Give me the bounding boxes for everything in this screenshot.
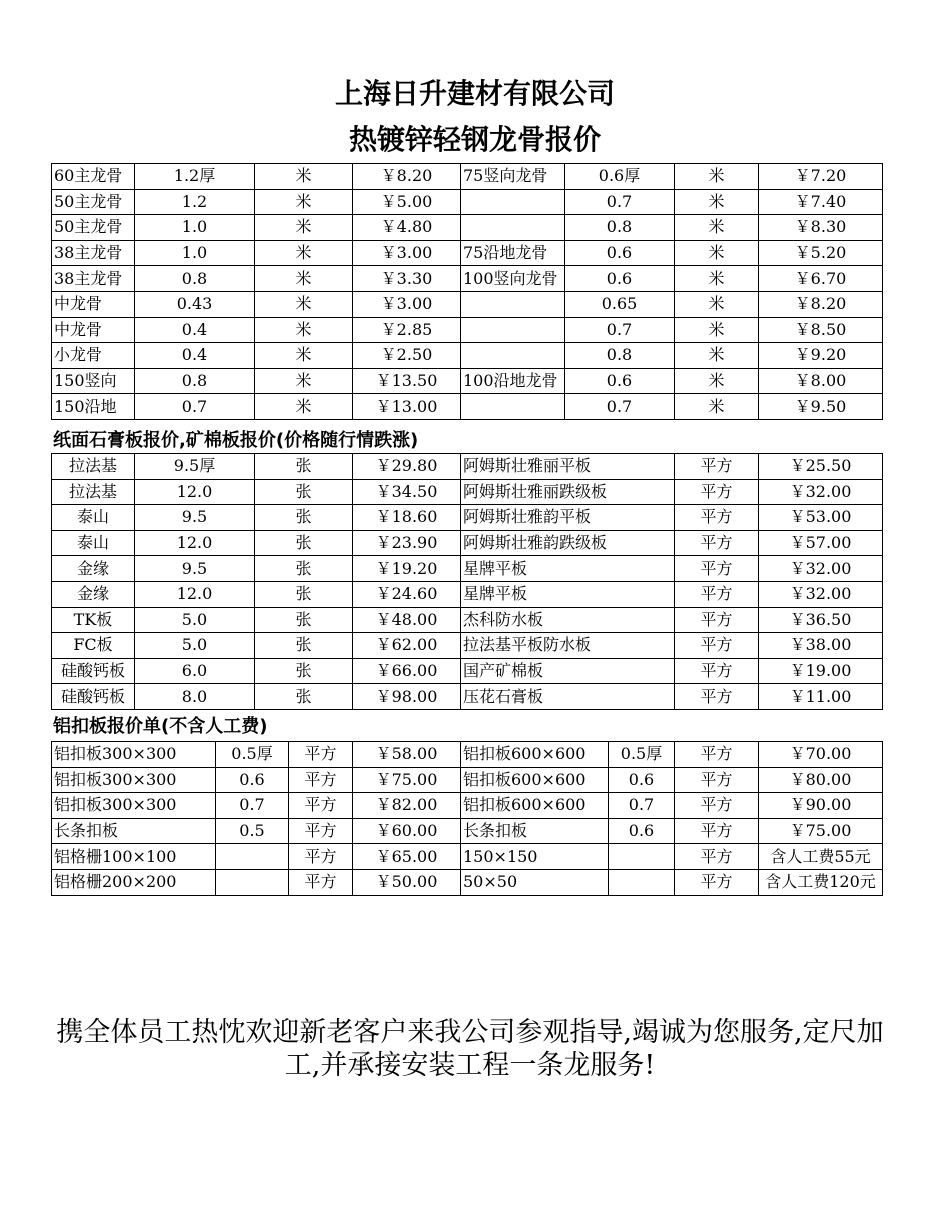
table-cell: ￥4.80 (353, 215, 461, 241)
table-cell: 泰山 (52, 530, 135, 556)
table-cell: ￥8.30 (759, 215, 883, 241)
table-cell: ￥90.00 (759, 793, 883, 819)
table-cell: ￥70.00 (759, 742, 883, 768)
table-cell: 金缘 (52, 581, 135, 607)
table-cell: 平方 (675, 793, 759, 819)
table-cell: 1.2厚 (135, 164, 255, 190)
table-cell: 平方 (675, 658, 759, 684)
table-cell: ￥34.50 (353, 479, 461, 505)
table-cell: 9.5厚 (135, 454, 255, 480)
table-cell: ￥11.00 (759, 684, 883, 710)
table-cell: ￥80.00 (759, 767, 883, 793)
table-cell: 米 (675, 394, 759, 420)
table-row (52, 343, 883, 369)
aluminum-section-title: 铝扣板报价单(不含人工费) (53, 716, 268, 737)
table-cell: ￥62.00 (353, 633, 461, 659)
table-cell: ￥2.85 (353, 317, 461, 343)
table-row (52, 317, 883, 343)
table-cell: 150×150 (461, 844, 609, 870)
table-cell: 0.6 (216, 767, 289, 793)
table-cell: 75竖向龙骨 (461, 164, 565, 190)
table-cell: 0.8 (565, 343, 675, 369)
table-cell: 国产矿棉板 (461, 658, 675, 684)
table-cell: 米 (255, 343, 353, 369)
table-cell: ￥6.70 (759, 266, 883, 292)
table-cell: 平方 (289, 844, 353, 870)
table-row (52, 394, 883, 420)
table-cell: 0.4 (135, 343, 255, 369)
table-cell: 平方 (675, 633, 759, 659)
table-cell: 平方 (675, 479, 759, 505)
table-cell: 星牌平板 (461, 556, 675, 582)
table-cell: 张 (255, 684, 353, 710)
table-cell: 150沿地 (52, 394, 135, 420)
table-cell: 米 (255, 394, 353, 420)
table-cell: 平方 (675, 844, 759, 870)
table-cell: 中龙骨 (52, 317, 135, 343)
footer-message: 携全体员工热忱欢迎新老客户来我公司参观指导,竭诚为您服务,定尺加工,并承接安装工程一条龙服务! (56, 1017, 884, 1081)
table-cell: ￥19.00 (759, 658, 883, 684)
table-cell: 含人工费55元 (759, 844, 883, 870)
table-cell: 铝扣板300×300 (52, 793, 216, 819)
table-cell: 60主龙骨 (52, 164, 135, 190)
table-cell: 0.6 (565, 266, 675, 292)
table-cell: 张 (255, 607, 353, 633)
table-cell: 平方 (675, 742, 759, 768)
table-row (52, 767, 883, 793)
company-name: 上海日升建材有限公司 (334, 77, 615, 110)
table-cell: 12.0 (135, 479, 255, 505)
table-cell: 米 (255, 317, 353, 343)
table-cell: TK板 (52, 607, 135, 633)
table-cell: 平方 (289, 793, 353, 819)
table-row (52, 164, 883, 190)
table-cell: ￥29.80 (353, 454, 461, 480)
table-cell (461, 394, 565, 420)
table-cell: 0.8 (135, 266, 255, 292)
table-cell: 金缘 (52, 556, 135, 582)
table-cell: 0.4 (135, 317, 255, 343)
table-cell: ￥2.50 (353, 343, 461, 369)
table-cell: 中龙骨 (52, 291, 135, 317)
table-cell: 张 (255, 581, 353, 607)
table-cell: 铝扣板300×300 (52, 742, 216, 768)
table-cell: ￥53.00 (759, 505, 883, 531)
table-cell (609, 869, 675, 895)
table-cell: 张 (255, 479, 353, 505)
table-cell: 拉法基 (52, 479, 135, 505)
keel-price-table (51, 163, 883, 420)
table-row (52, 742, 883, 768)
table-cell: ￥18.60 (353, 505, 461, 531)
table-cell: 0.6 (609, 818, 675, 844)
table-cell: 平方 (289, 742, 353, 768)
table-cell: 长条扣板 (52, 818, 216, 844)
table-cell: 米 (675, 164, 759, 190)
table-cell: 米 (675, 266, 759, 292)
table-cell: ￥5.20 (759, 240, 883, 266)
table-cell: 50主龙骨 (52, 189, 135, 215)
table-cell: 0.7 (565, 189, 675, 215)
table-cell: 0.5厚 (609, 742, 675, 768)
table-cell: 8.0 (135, 684, 255, 710)
table-cell: 小龙骨 (52, 343, 135, 369)
table-cell: 铝扣板600×600 (461, 793, 609, 819)
table-cell: 米 (255, 291, 353, 317)
table-row (52, 793, 883, 819)
table-cell: 米 (255, 189, 353, 215)
table-cell: ￥8.20 (759, 291, 883, 317)
table-cell: ￥24.60 (353, 581, 461, 607)
table-cell: 阿姆斯壮雅丽跌级板 (461, 479, 675, 505)
table-cell: 米 (675, 317, 759, 343)
table-cell (609, 844, 675, 870)
table-cell: ￥66.00 (353, 658, 461, 684)
aluminum-price-table (51, 741, 883, 896)
page-title: 热镀锌轻钢龙骨报价 (348, 123, 601, 156)
table-cell: 铝格栅100×100 (52, 844, 216, 870)
table-cell (461, 215, 565, 241)
table-cell: ￥8.50 (759, 317, 883, 343)
table-cell: ￥60.00 (353, 818, 461, 844)
table-cell: 米 (675, 240, 759, 266)
table-cell: 0.7 (609, 793, 675, 819)
table-cell: ￥13.50 (353, 368, 461, 394)
table-cell: 75沿地龙骨 (461, 240, 565, 266)
table-cell: 0.5 (216, 818, 289, 844)
table-cell: 5.0 (135, 607, 255, 633)
table-cell: 铝格栅200×200 (52, 869, 216, 895)
table-cell: 9.5 (135, 556, 255, 582)
table-cell: ￥58.00 (353, 742, 461, 768)
table-cell: ￥98.00 (353, 684, 461, 710)
table-cell: ￥8.20 (353, 164, 461, 190)
table-cell: 米 (675, 291, 759, 317)
table-cell (461, 291, 565, 317)
table-cell: 米 (675, 368, 759, 394)
table-cell: FC板 (52, 633, 135, 659)
table-cell: ￥50.00 (353, 869, 461, 895)
table-cell (216, 869, 289, 895)
table-cell: ￥8.00 (759, 368, 883, 394)
table-cell: 平方 (675, 767, 759, 793)
table-cell: 平方 (675, 505, 759, 531)
table-cell: 硅酸钙板 (52, 684, 135, 710)
table-cell: 平方 (289, 767, 353, 793)
table-row (52, 556, 883, 582)
table-cell: 38主龙骨 (52, 240, 135, 266)
table-cell: 0.7 (565, 317, 675, 343)
table-row (52, 189, 883, 215)
table-cell: ￥65.00 (353, 844, 461, 870)
table-row (52, 240, 883, 266)
table-cell: 硅酸钙板 (52, 658, 135, 684)
table-cell (461, 343, 565, 369)
table-cell: 0.6厚 (565, 164, 675, 190)
table-cell: 拉法基平板防水板 (461, 633, 675, 659)
table-cell: 0.7 (135, 394, 255, 420)
table-cell: 铝扣板600×600 (461, 767, 609, 793)
table-cell: 平方 (675, 581, 759, 607)
table-cell: ￥5.00 (353, 189, 461, 215)
table-cell: 0.5厚 (216, 742, 289, 768)
table-row (52, 266, 883, 292)
table-cell: 铝扣板600×600 (461, 742, 609, 768)
table-cell: 张 (255, 505, 353, 531)
table-cell: ￥48.00 (353, 607, 461, 633)
table-cell: 拉法基 (52, 454, 135, 480)
table-cell: 0.6 (565, 368, 675, 394)
table-cell: 0.6 (609, 767, 675, 793)
table-row (52, 607, 883, 633)
table-cell: 杰科防水板 (461, 607, 675, 633)
table-cell: 含人工费120元 (759, 869, 883, 895)
table-cell: 星牌平板 (461, 581, 675, 607)
table-cell: 长条扣板 (461, 818, 609, 844)
table-cell: 米 (675, 343, 759, 369)
table-cell (461, 317, 565, 343)
table-cell: ￥3.00 (353, 291, 461, 317)
table-cell: ￥32.00 (759, 479, 883, 505)
table-cell: ￥23.90 (353, 530, 461, 556)
table-cell: 平方 (675, 454, 759, 480)
board-price-table (51, 453, 883, 710)
table-cell: 0.43 (135, 291, 255, 317)
table-cell: 阿姆斯壮雅丽平板 (461, 454, 675, 480)
table-cell (216, 844, 289, 870)
table-row (52, 844, 883, 870)
table-cell: 0.6 (565, 240, 675, 266)
table-cell: 5.0 (135, 633, 255, 659)
gypsum-section-title: 纸面石膏板报价,矿棉板报价(价格随行情跌涨) (53, 430, 419, 451)
table-cell: 平方 (675, 818, 759, 844)
table-cell: 平方 (675, 530, 759, 556)
table-cell: 张 (255, 658, 353, 684)
table-row (52, 454, 883, 480)
table-cell: 张 (255, 454, 353, 480)
table-row (52, 869, 883, 895)
table-cell: ￥75.00 (353, 767, 461, 793)
table-cell: 平方 (289, 869, 353, 895)
table-cell: 阿姆斯壮雅韵平板 (461, 505, 675, 531)
table-cell: 阿姆斯壮雅韵跌级板 (461, 530, 675, 556)
table-cell: ￥36.50 (759, 607, 883, 633)
table-row (52, 658, 883, 684)
table-cell: ￥9.50 (759, 394, 883, 420)
table-cell: 50×50 (461, 869, 609, 895)
table-cell: ￥7.40 (759, 189, 883, 215)
table-cell: ￥32.00 (759, 581, 883, 607)
table-cell: 0.8 (565, 215, 675, 241)
table-cell: 0.7 (216, 793, 289, 819)
table-cell: 1.0 (135, 240, 255, 266)
table-cell: 6.0 (135, 658, 255, 684)
table-cell: ￥13.00 (353, 394, 461, 420)
table-cell: 米 (675, 189, 759, 215)
table-cell: 0.65 (565, 291, 675, 317)
table-cell: 张 (255, 530, 353, 556)
table-cell: 1.2 (135, 189, 255, 215)
table-cell: 米 (255, 215, 353, 241)
table-row (52, 684, 883, 710)
table-cell: 150竖向 (52, 368, 135, 394)
table-cell: 12.0 (135, 530, 255, 556)
table-cell: 米 (255, 164, 353, 190)
table-row (52, 215, 883, 241)
table-cell: 米 (675, 215, 759, 241)
table-cell: ￥9.20 (759, 343, 883, 369)
table-cell: 平方 (675, 607, 759, 633)
table-cell: ￥7.20 (759, 164, 883, 190)
table-cell: 平方 (289, 818, 353, 844)
table-cell: ￥57.00 (759, 530, 883, 556)
table-cell: 50主龙骨 (52, 215, 135, 241)
table-cell: 压花石膏板 (461, 684, 675, 710)
table-cell: 米 (255, 368, 353, 394)
table-cell: 0.8 (135, 368, 255, 394)
table-cell: 平方 (675, 869, 759, 895)
table-cell: ￥75.00 (759, 818, 883, 844)
table-cell: 12.0 (135, 581, 255, 607)
table-cell: ￥38.00 (759, 633, 883, 659)
table-row (52, 291, 883, 317)
table-cell: 铝扣板300×300 (52, 767, 216, 793)
table-row (52, 818, 883, 844)
table-row (52, 368, 883, 394)
table-row (52, 581, 883, 607)
table-cell: ￥82.00 (353, 793, 461, 819)
table-cell: 100竖向龙骨 (461, 266, 565, 292)
table-cell: ￥25.50 (759, 454, 883, 480)
table-cell: 张 (255, 556, 353, 582)
table-cell: 平方 (675, 684, 759, 710)
table-cell: ￥3.00 (353, 240, 461, 266)
table-cell: ￥19.20 (353, 556, 461, 582)
table-cell: ￥32.00 (759, 556, 883, 582)
table-row (52, 505, 883, 531)
table-cell: 米 (255, 266, 353, 292)
table-cell: 0.7 (565, 394, 675, 420)
table-cell (461, 189, 565, 215)
table-cell: 平方 (675, 556, 759, 582)
table-cell: 泰山 (52, 505, 135, 531)
table-row (52, 633, 883, 659)
table-cell: 米 (255, 240, 353, 266)
table-cell: 张 (255, 633, 353, 659)
table-cell: 38主龙骨 (52, 266, 135, 292)
table-cell: ￥3.30 (353, 266, 461, 292)
table-cell: 9.5 (135, 505, 255, 531)
table-row (52, 530, 883, 556)
table-cell: 1.0 (135, 215, 255, 241)
table-cell: 100沿地龙骨 (461, 368, 565, 394)
table-row (52, 479, 883, 505)
